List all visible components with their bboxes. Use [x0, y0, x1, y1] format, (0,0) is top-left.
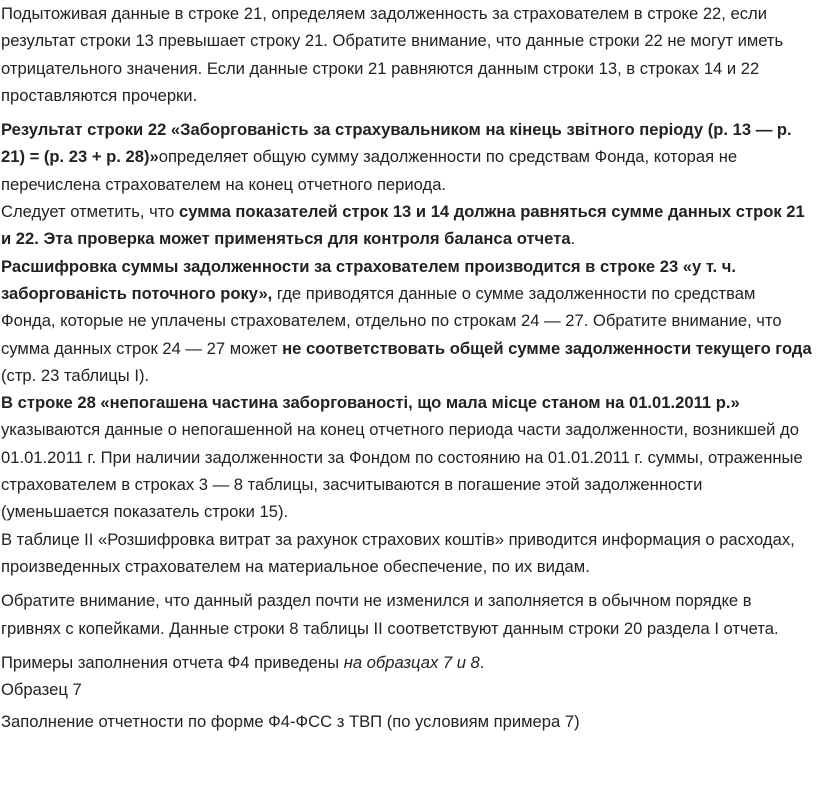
line-28-heading: В строке 28 «непогашена частина заборгованості, що мала місце станом на 01.01.2011 р.» [1, 393, 740, 413]
line-23-heading: Расшифровка суммы задолженности за страхователем производится в строке 23 «у т. ч. заборгованість поточного року», [1, 256, 736, 303]
line-23-description: где приводятся данные о сумме задолженности по средствам Фонда, которые не уплачены страхователем, отдельно по строкам 24 — 27. Обратите внимание, что сумма данных строк 24 — 27 может [1, 283, 782, 358]
line-22-description: определяет общую сумму задолженности по средствам Фонда, которая не перечислена страхователем на конец отчетного периода. [1, 147, 738, 194]
balance-check-intro: Следует отметить, что [1, 202, 179, 222]
line-22-heading: Результат строки 22 «Заборгованість за страхувальником на кінець звітного періоду (р. 13 — р. 21) = (р. 23 + р. 28)» [1, 120, 792, 167]
balance-check-rule: сумма показателей строк 13 и 14 должна равняться сумме данных строк 21 и 22. Эта проверка может применяться для контроля баланса отчета [1, 202, 805, 249]
paragraph-line-28 [1, 389, 813, 525]
examples-link-text: на образцах 7 и 8 [343, 652, 480, 672]
examples-text: Примеры заполнения отчета Ф4 приведены [1, 652, 344, 672]
paragraph-line-23-breakdown [1, 253, 813, 389]
paragraph-line-22-result [1, 116, 813, 198]
line-28-description: указываются данные о непогашенной на конец отчетного периода части задолженности, возникшей до 01.01.2011 г. При наличии задолженности за Фондом по состоянию на 01.01.2011 г. суммы, отраженные страхователем в строках 3 — 8 таблицы, засчитываются в погашение этой задолженности (уменьшается показатель строки 15). [1, 420, 803, 522]
paragraph-examples [1, 649, 813, 676]
paragraph-line-21-summary: Подытоживая данные в строке 21, определяем задолженность за страхователем в строке 22, если результат строки 13 превышает строку 21. Обратите внимание, что данные строки 22 не могут иметь отрицательного значения. Если данные строки 21 равняются данным строки 13, в строках 14 и 22 проставляются прочерки. [1, 4, 784, 105]
sample-7-caption: Заполнение отчетности по форме Ф4-ФСС з ТВП (по условиям примера 7) [1, 712, 580, 732]
balance-check-end: . [570, 229, 576, 249]
examples-end: . [479, 652, 485, 672]
line-23-reference: (стр. 23 таблицы І). [1, 365, 150, 385]
sample-7-label: Образец 7 [1, 680, 82, 700]
paragraph-section-note: Обратите внимание, что данный раздел почти не изменился и заполняется в обычном порядке в гривнях с копейками. Данные строки 8 таблицы ІІ соответствуют данным строки 20 раздела І отчета. [1, 591, 779, 638]
paragraph-table-2: В таблице ІІ «Розшифровка витрат за рахунок страхових коштів» приводится информация о расходах, произведенных страхователем на материальное обеспечение, по их видам. [1, 529, 795, 576]
paragraph-balance-check [1, 198, 813, 253]
line-23-warning: не соответствовать общей сумме задолженности текущего года [282, 338, 812, 358]
